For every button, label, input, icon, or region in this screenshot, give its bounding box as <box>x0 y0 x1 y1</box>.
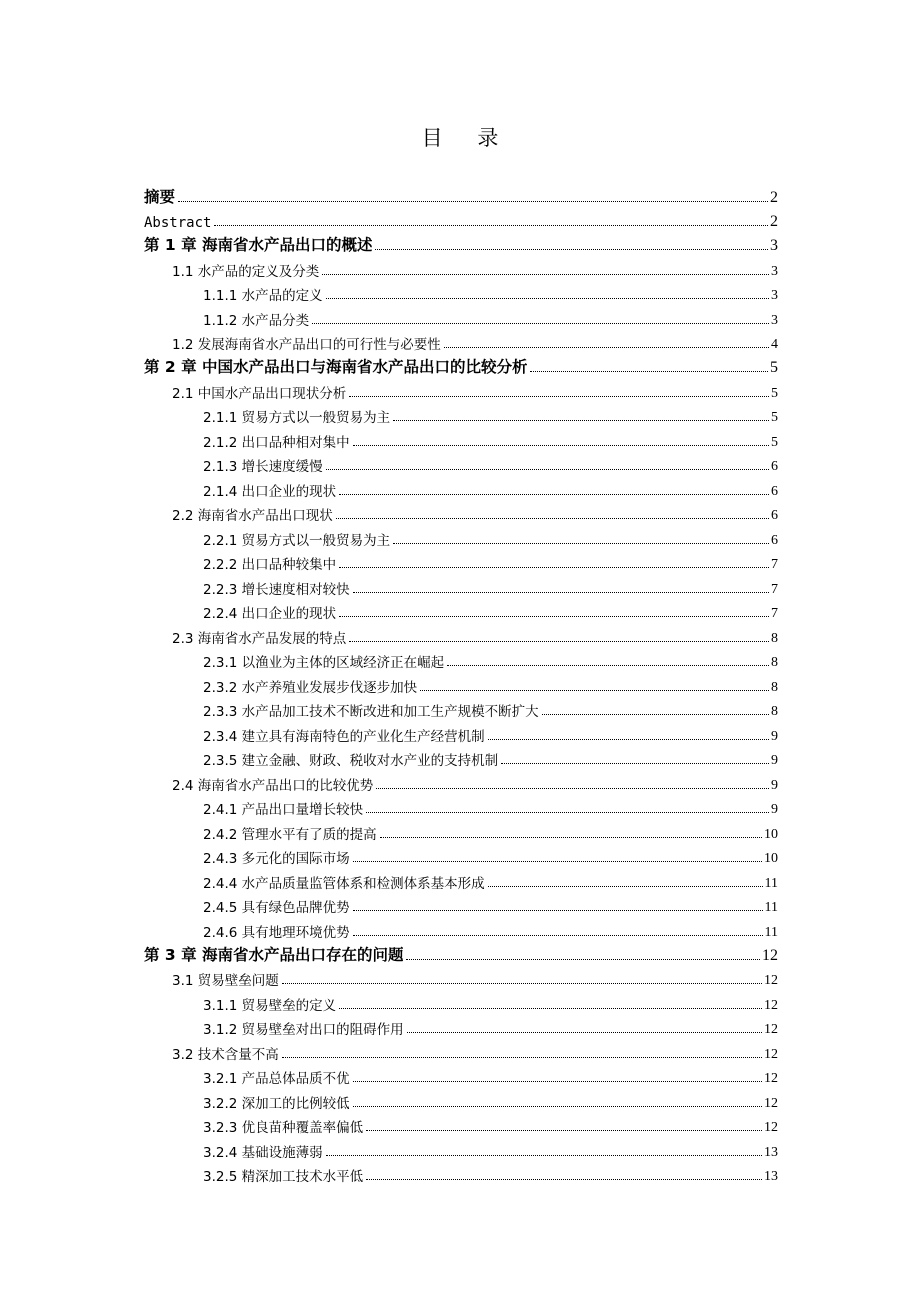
dot-leader <box>447 665 769 666</box>
toc-entry-title: 2.3.5 建立金融、财政、税收对水产业的支持机制 <box>203 753 499 769</box>
toc-entry[interactable] <box>144 475 778 500</box>
toc-entry-title: 1.2 发展海南省水产品出口的可行性与必要性 <box>172 337 441 353</box>
dot-leader <box>349 396 769 397</box>
toc-entry[interactable] <box>144 377 778 402</box>
toc-entry-page: 5 <box>771 410 778 425</box>
toc-entry-title: 2.1.2 出口品种相对集中 <box>203 434 350 451</box>
toc-entry-title: 2.2.3 增长速度相对较快 <box>203 581 350 598</box>
toc-entry-page: 10 <box>764 851 778 866</box>
toc-entry-title: 2.1.1 贸易方式以一般贸易为主 <box>203 410 391 426</box>
toc-entry[interactable] <box>144 965 778 990</box>
toc-entry-title: 3.2.2 深加工的比例较低 <box>203 1095 350 1112</box>
toc-entry-title: 3.2.1 产品总体品质不优 <box>203 1071 350 1087</box>
dot-leader <box>488 739 769 740</box>
dot-leader <box>339 494 769 495</box>
dot-leader <box>406 959 760 960</box>
toc-entry[interactable] <box>144 329 778 354</box>
toc-entry-title: 1.1 水产品的定义及分类 <box>172 263 320 280</box>
toc-entry-page: 12 <box>764 1095 778 1111</box>
dot-leader <box>353 910 763 911</box>
toc-entry-page: 11 <box>764 900 778 915</box>
dot-leader <box>530 371 768 372</box>
dot-leader <box>349 641 769 642</box>
dot-leader <box>339 567 769 568</box>
dot-leader <box>353 592 769 593</box>
toc-entry-page: 9 <box>771 753 778 768</box>
toc-entry[interactable] <box>144 794 778 819</box>
dot-leader <box>336 518 769 519</box>
toc-entry[interactable] <box>144 426 778 451</box>
toc-entry-page: 3 <box>771 312 778 328</box>
toc-entry[interactable] <box>144 207 778 231</box>
toc-entry[interactable] <box>144 989 778 1014</box>
toc-entry[interactable] <box>144 843 778 868</box>
toc-entry[interactable] <box>144 353 778 377</box>
toc-entry-page: 12 <box>764 1022 778 1037</box>
toc-entry-page: 12 <box>764 1046 778 1062</box>
dot-leader <box>214 225 768 226</box>
toc-entry-title: 3.1.2 贸易壁垒对出口的阻碍作用 <box>203 1022 404 1038</box>
toc-entry-title: 第 3 章 海南省水产品出口存在的问题 <box>144 945 404 964</box>
toc-entry-title: 2.2.1 贸易方式以一般贸易为主 <box>203 532 391 549</box>
toc-entry[interactable] <box>144 867 778 892</box>
toc-entry-title: 3.1.1 贸易壁垒的定义 <box>203 997 337 1014</box>
dot-leader <box>353 935 763 936</box>
toc-entry[interactable] <box>144 696 778 721</box>
dot-leader <box>282 1057 762 1058</box>
dot-leader <box>178 201 768 202</box>
toc-entry-page: 5 <box>771 434 778 450</box>
toc-entry-page: 8 <box>771 704 778 719</box>
toc-entry-title: 2.3 海南省水产品发展的特点 <box>172 630 347 647</box>
toc-entry-page: 8 <box>771 679 778 695</box>
toc-entry[interactable] <box>144 1063 778 1088</box>
toc-entry[interactable] <box>144 524 778 549</box>
dot-leader <box>353 1106 762 1107</box>
toc-entry-page: 6 <box>771 508 778 523</box>
dot-leader <box>353 861 762 862</box>
toc-entry-page: 8 <box>771 655 778 670</box>
toc-entry-title: 2.4.6 具有地理环境优势 <box>203 924 350 941</box>
dot-leader <box>366 1130 762 1131</box>
toc-entry-title: 3.2.3 优良苗种覆盖率偏低 <box>203 1120 364 1136</box>
toc-entry-page: 2 <box>770 213 778 230</box>
toc-entry-page: 7 <box>771 557 778 572</box>
toc-entry[interactable] <box>144 231 778 255</box>
toc-entry[interactable] <box>144 671 778 696</box>
toc-entry-page: 5 <box>770 359 778 376</box>
toc-entry[interactable] <box>144 818 778 843</box>
dot-leader <box>339 616 769 617</box>
toc-entry-page: 11 <box>764 924 778 940</box>
table-of-contents <box>144 183 778 1185</box>
dot-leader <box>407 1032 762 1033</box>
toc-entry-page: 10 <box>764 826 778 842</box>
toc-entry-page: 8 <box>771 630 778 646</box>
toc-entry-page: 13 <box>764 1169 778 1184</box>
dot-leader <box>420 690 769 691</box>
toc-entry-page: 7 <box>771 606 778 621</box>
toc-entry-page: 12 <box>764 1120 778 1135</box>
dot-leader <box>282 983 762 984</box>
toc-entry-page: 9 <box>771 777 778 793</box>
dot-leader <box>353 445 769 446</box>
toc-entry-title: 2.3.1 以渔业为主体的区域经济正在崛起 <box>203 655 445 671</box>
toc-entry[interactable] <box>144 1136 778 1161</box>
toc-entry-title: 2.4.5 具有绿色品牌优势 <box>203 900 350 916</box>
toc-entry[interactable] <box>144 1112 778 1137</box>
toc-entry-title: 2.4.4 水产品质量监管体系和检测体系基本形成 <box>203 875 485 892</box>
toc-entry-title: 2.4.2 管理水平有了质的提高 <box>203 826 377 843</box>
toc-entry-title: 摘要 <box>144 188 176 206</box>
toc-entry-title: 2.1.4 出口企业的现状 <box>203 483 337 500</box>
toc-entry-title: 3.2 技术含量不高 <box>172 1046 279 1063</box>
toc-entry-page: 3 <box>771 263 778 279</box>
dot-leader <box>501 763 769 764</box>
toc-entry-title: 2.4.1 产品出口量增长较快 <box>203 802 364 818</box>
toc-entry-title: 1.1.2 水产品分类 <box>203 312 310 329</box>
toc-entry[interactable] <box>144 304 778 329</box>
toc-entry-page: 5 <box>771 385 778 401</box>
toc-entry-page: 9 <box>771 802 778 817</box>
toc-entry[interactable] <box>144 280 778 305</box>
toc-entry-title: 2.3.3 水产品加工技术不断改进和加工生产规模不断扩大 <box>203 704 539 720</box>
dot-leader <box>366 1179 762 1180</box>
toc-entry-title: 1.1.1 水产品的定义 <box>203 288 323 304</box>
toc-entry[interactable] <box>144 1161 778 1186</box>
dot-leader <box>312 323 769 324</box>
toc-entry-title: 3.2.4 基础设施薄弱 <box>203 1144 323 1161</box>
toc-entry-page: 7 <box>771 581 778 597</box>
dot-leader <box>380 837 762 838</box>
toc-entry[interactable] <box>144 1038 778 1063</box>
toc-entry-page: 3 <box>770 237 778 254</box>
toc-entry-page: 6 <box>771 532 778 548</box>
toc-entry[interactable] <box>144 647 778 672</box>
dot-leader <box>393 543 769 544</box>
toc-entry-title: 2.4.3 多元化的国际市场 <box>203 851 350 867</box>
toc-entry-title: 第 1 章 海南省水产品出口的概述 <box>144 236 373 254</box>
toc-entry-page: 6 <box>771 483 778 499</box>
toc-entry-page: 12 <box>764 997 778 1013</box>
toc-entry[interactable] <box>144 451 778 476</box>
toc-entry[interactable] <box>144 720 778 745</box>
toc-entry[interactable] <box>144 916 778 941</box>
toc-entry[interactable] <box>144 941 778 965</box>
toc-entry-title: 3.2.5 精深加工技术水平低 <box>203 1169 364 1185</box>
toc-entry-title: 3.1 贸易壁垒问题 <box>172 973 279 989</box>
toc-entry[interactable] <box>144 255 778 280</box>
toc-entry[interactable] <box>144 622 778 647</box>
toc-entry-page: 6 <box>771 459 778 474</box>
toc-entry-page: 13 <box>764 1144 778 1160</box>
dot-leader <box>376 788 769 789</box>
toc-entry[interactable] <box>144 1014 778 1039</box>
dot-leader <box>393 420 769 421</box>
dot-leader <box>444 347 769 348</box>
toc-entry[interactable] <box>144 549 778 574</box>
toc-entry-title: 2.3.2 水产养殖业发展步伐逐步加快 <box>203 679 418 696</box>
toc-entry[interactable] <box>144 745 778 770</box>
dot-leader <box>326 469 769 470</box>
page-title: 目 录 <box>421 126 513 150</box>
dot-leader <box>339 1008 762 1009</box>
toc-entry[interactable] <box>144 573 778 598</box>
toc-entry[interactable] <box>144 769 778 794</box>
toc-entry-title: 2.1.3 增长速度缓慢 <box>203 459 323 475</box>
dot-leader <box>322 274 769 275</box>
toc-entry-page: 4 <box>771 337 778 352</box>
toc-entry[interactable] <box>144 402 778 427</box>
toc-entry-title: 第 2 章 中国水产品出口与海南省水产品出口的比较分析 <box>144 358 528 376</box>
toc-entry-page: 12 <box>762 946 778 964</box>
dot-leader <box>366 812 769 813</box>
toc-entry-page: 3 <box>771 288 778 303</box>
dot-leader <box>375 249 768 250</box>
dot-leader <box>326 298 769 299</box>
dot-leader <box>353 1081 762 1082</box>
dot-leader <box>326 1155 762 1156</box>
toc-entry-page: 12 <box>764 1071 778 1086</box>
toc-entry-page: 11 <box>764 875 778 891</box>
dot-leader <box>488 886 763 887</box>
toc-entry-title: 2.4 海南省水产品出口的比较优势 <box>172 777 374 794</box>
toc-entry[interactable] <box>144 1087 778 1112</box>
toc-entry[interactable] <box>144 892 778 917</box>
toc-entry[interactable] <box>144 500 778 525</box>
toc-entry[interactable] <box>144 183 778 207</box>
toc-entry-title: 2.3.4 建立具有海南特色的产业化生产经营机制 <box>203 728 485 745</box>
toc-entry-title: Abstract <box>144 215 212 231</box>
toc-entry-title: 2.2.2 出口品种较集中 <box>203 557 337 573</box>
toc-entry-title: 2.2 海南省水产品出口现状 <box>172 508 333 524</box>
toc-entry-page: 9 <box>771 728 778 744</box>
toc-entry[interactable] <box>144 598 778 623</box>
toc-entry-page: 2 <box>770 189 778 206</box>
dot-leader <box>542 714 769 715</box>
toc-entry-page: 12 <box>764 973 778 988</box>
toc-entry-title: 2.2.4 出口企业的现状 <box>203 606 337 622</box>
toc-entry-title: 2.1 中国水产品出口现状分析 <box>172 385 347 402</box>
